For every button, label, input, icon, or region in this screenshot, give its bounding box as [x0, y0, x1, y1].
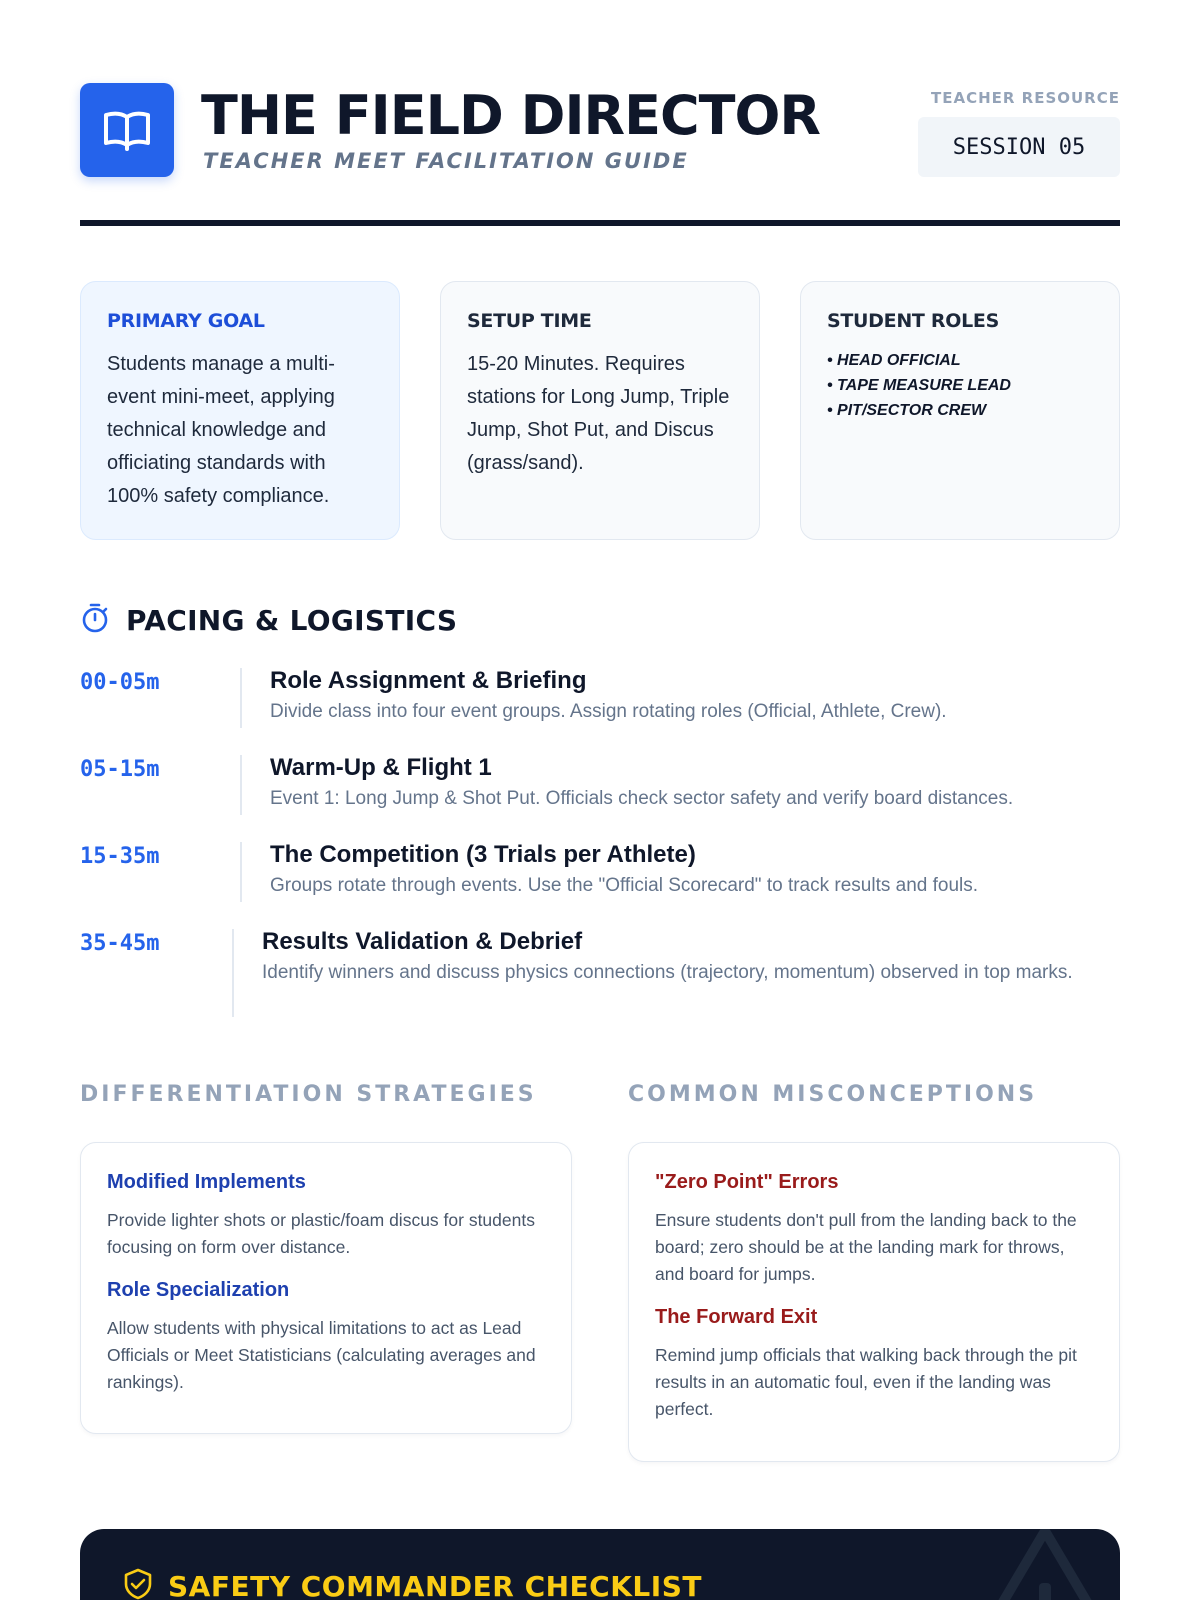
step-title: The Competition (3 Trials per Athlete)	[270, 841, 696, 868]
timeline-divider	[240, 668, 242, 728]
item-text: Remind jump officials that walking back through the pit results in an automatic foul, even if the landing was perfect.	[655, 1345, 1077, 1419]
step-description: Identify winners and discuss physics connections (trajectory, momentum) observed in top marks.	[262, 962, 1073, 983]
item-title: Modified Implements	[107, 1171, 306, 1193]
time-range: 15-35m	[80, 844, 160, 869]
roles-list	[827, 348, 1093, 423]
session-badge: SESSION 05	[918, 117, 1120, 177]
page-title: THE FIELD DIRECTOR	[201, 84, 820, 147]
section-title: SAFETY COMMANDER CHECKLIST	[168, 1570, 702, 1600]
item-text: Provide lighter shots or plastic/foam discus for students focusing on form over distance.	[107, 1210, 535, 1257]
step-title: Warm-Up & Flight 1	[270, 754, 492, 781]
step-description: Divide class into four event groups. Assign rotating roles (Official, Athlete, Crew).	[270, 701, 947, 722]
shield-check-icon	[122, 1567, 154, 1600]
primary-goal-card	[80, 281, 400, 540]
resource-label: TEACHER RESOURCE	[930, 89, 1120, 107]
header	[80, 83, 1120, 179]
list-item	[655, 1304, 1093, 1423]
item-title: The Forward Exit	[655, 1306, 818, 1328]
list-item: • HEAD OFFICIAL	[827, 352, 961, 369]
item-title: "Zero Point" Errors	[655, 1171, 839, 1193]
student-roles-card	[800, 281, 1120, 540]
card-text: 15-20 Minutes. Requires stations for Long Jump, Triple Jump, Shot Put, and Discus (grass/sand).	[467, 353, 730, 474]
list-item: • TAPE MEASURE LEAD	[827, 377, 1011, 394]
timeline-divider	[240, 842, 242, 902]
page-subtitle: TEACHER MEET FACILITATION GUIDE	[203, 149, 689, 173]
card-text: Students manage a multi-event mini-meet, applying technical knowledge and officiating standards with 100% safety compliance.	[107, 353, 335, 507]
list-item	[107, 1169, 545, 1261]
card-heading: STUDENT ROLES	[827, 310, 999, 332]
differentiation-heading: DIFFERENTIATION STRATEGIES	[80, 1082, 537, 1107]
step-description: Groups rotate through events. Use the "Official Scorecard" to track results and fouls.	[270, 875, 979, 896]
misconceptions-card	[628, 1142, 1120, 1462]
item-text: Ensure students don't pull from the landing back to the board; zero should be at the landing mark for throws, and board for jumps.	[655, 1210, 1077, 1284]
item-text: Allow students with physical limitations to act as Lead Officials or Meet Statisticians (calculating averages and rankings).	[107, 1318, 536, 1392]
open-book-icon	[80, 83, 174, 177]
section-title: PACING & LOGISTICS	[126, 603, 458, 637]
safety-checklist-banner	[80, 1529, 1120, 1600]
time-range: 05-15m	[80, 757, 160, 782]
card-heading: SETUP TIME	[467, 310, 592, 332]
timeline-divider	[232, 929, 234, 1017]
step-title: Results Validation & Debrief	[262, 928, 583, 955]
misconceptions-heading: COMMON MISCONCEPTIONS	[628, 1082, 1038, 1107]
stopwatch-icon	[80, 602, 110, 639]
step-title: Role Assignment & Briefing	[270, 667, 587, 694]
list-item: • PIT/SECTOR CREW	[827, 402, 987, 419]
guide-page	[80, 0, 1120, 1600]
pacing-heading	[80, 600, 457, 640]
safety-heading	[122, 1567, 702, 1600]
list-item	[107, 1277, 545, 1396]
card-heading: PRIMARY GOAL	[107, 310, 265, 332]
list-item	[655, 1169, 1093, 1288]
item-title: Role Specialization	[107, 1279, 290, 1301]
differentiation-card	[80, 1142, 572, 1434]
time-range: 00-05m	[80, 670, 160, 695]
header-divider	[80, 220, 1120, 226]
setup-time-card	[440, 281, 760, 540]
warning-triangle-icon	[970, 1529, 1120, 1600]
step-description: Event 1: Long Jump & Shot Put. Officials check sector safety and verify board distances.	[270, 788, 1014, 809]
timeline-divider	[240, 755, 242, 815]
time-range: 35-45m	[80, 931, 160, 956]
